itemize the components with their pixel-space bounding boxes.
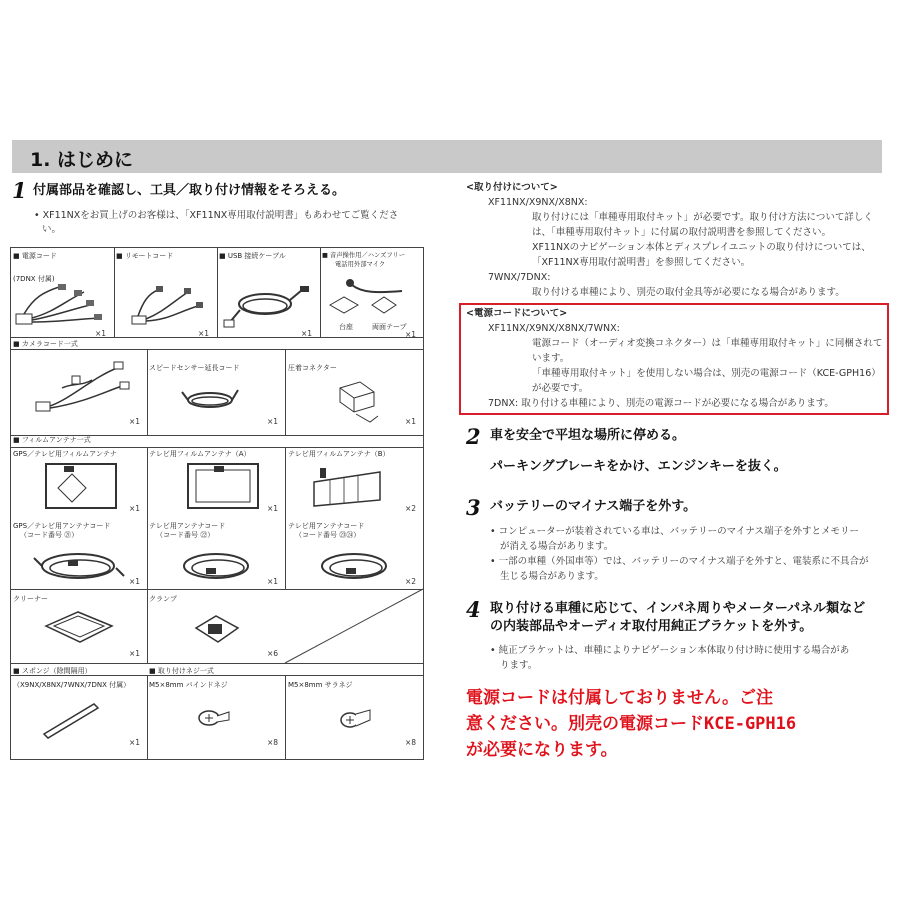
cleaner-illustration: [40, 608, 120, 648]
clamp-qty: ×6: [267, 649, 279, 658]
power-line-4: が必要です。: [532, 383, 589, 394]
part-power-cord-qty: ×1: [95, 329, 107, 338]
power-line-5: 7DNX: 取り付ける車種により、別売の電源コードが必要になる場合があります。: [488, 398, 834, 409]
part-mic-base-label: 台座: [339, 323, 353, 331]
part-crimp-connector-label: 圧着コネクター: [288, 364, 337, 372]
install-model-1: XF11NX/X9NX/X8NX:: [488, 197, 588, 208]
power-line-1: 電源コード（オーディオ変換コネクター）は「車種専用取付キット」に同梱されて: [532, 338, 883, 349]
part-remote-cord-label: ■ リモートコード: [116, 252, 174, 260]
step-4-line-1: 取り付ける車種に応じて、インパネ周りやメーターパネル類など: [490, 601, 866, 616]
power-model-1: XF11NX/X9NX/X8NX/7WNX:: [488, 323, 620, 334]
gps-film-antenna-qty: ×1: [129, 504, 141, 513]
screw-set-header: ■ 取り付けネジ一式: [149, 667, 214, 675]
install-line-4: 「XF11NX専用取付説明書」を参照してください。: [532, 257, 751, 268]
step-3-bullet-1b: が消える場合があります。: [500, 541, 614, 552]
part-sponge-label: （X9NX/X8NX/7WNX/7DNX 付属）: [13, 681, 131, 689]
step-3-bullet-2a: • 一部の車種（外国車等）では、バッテリーのマイナス端子を外すと、電装系に不具合が: [490, 556, 869, 567]
install-line-2: は、「車種専用取付キット」に付属の取付説明書を参照してください。: [532, 227, 832, 238]
part-gps-film-antenna-label: GPS／テレビ用フィルムアンテナ: [13, 450, 117, 458]
step-3-bullet-2b: 生じる場合があります。: [500, 571, 604, 582]
sponge-header: ■ スポンジ（除間隔用）: [13, 667, 92, 675]
install-heading: <取り付けについて>: [466, 182, 558, 193]
sponge-qty: ×1: [129, 738, 141, 747]
step-1-note-line2: い。: [42, 224, 62, 235]
part-bind-screw-label: M5×8mm バインドネジ: [149, 681, 228, 689]
usb-cable-illustration: [220, 282, 313, 342]
crimp-connector-qty: ×1: [405, 417, 417, 426]
flat-screw-qty: ×8: [405, 738, 417, 747]
part-cleaner-label: クリーナー: [13, 595, 48, 603]
power-heading: <電源コードについて>: [466, 308, 568, 319]
tv-film-antenna-a-illustration: [184, 462, 264, 512]
part-tv-film-antenna-a-label: テレビ用フィルムアンテナ（A）: [149, 450, 251, 458]
camera-set-header: ■ カメラコード一式: [13, 340, 78, 348]
step-2-line-1: 車を安全で平坦な場所に停める。: [490, 428, 686, 443]
part-tv-antenna-cord-label: テレビ用アンテナコード: [149, 522, 226, 530]
install-model-2: 7WNX/7DNX:: [488, 272, 551, 283]
tv-film-antenna-b-illustration: [310, 462, 390, 512]
step-2-number: 2: [466, 424, 481, 449]
step-1-note-line1: • XF11NXをお買上げのお客様は、「XF11NX専用取付説明書」もあわせてご覧くださ: [34, 210, 399, 221]
part-usb-cable-label: ■ USB 接続ケーブル: [219, 252, 286, 260]
step-4-line-2: の内装部品やオーディオ取付用純正ブラケットを外す。: [490, 619, 813, 634]
part-mic-label-2: 電話用外部マイク: [335, 261, 386, 268]
step-4-bullet-1a: • 純正ブラケットは、車種によりナビゲーション本体取り付け時に使用する場合があ: [490, 645, 850, 656]
part-flat-screw-label: M5×8mm サラネジ: [288, 681, 353, 689]
step-3-title: バッテリーのマイナス端子を外す。: [490, 499, 697, 514]
part-tv-antenna-cord-b-label: テレビ用アンテナコード: [288, 522, 365, 530]
notice-line-3: が必要になります。: [466, 740, 618, 760]
section-title: 1. はじめに: [30, 149, 134, 171]
step-1-title: 付属部品を確認し、工具／取り付け情報をそろえる。: [33, 183, 346, 198]
gps-antenna-cord-qty: ×1: [129, 577, 141, 586]
step-4-bullet-1b: ります。: [500, 660, 538, 671]
step-1-number: 1: [12, 178, 27, 203]
flat-screw-illustration: [338, 700, 378, 740]
tv-film-antenna-a-qty: ×1: [267, 504, 279, 513]
step-3-number: 3: [466, 495, 481, 520]
tv-antenna-cord-b-qty: ×2: [405, 577, 417, 586]
power-cord-illustration: [14, 282, 107, 342]
part-clamp-label: クランプ: [149, 595, 177, 603]
tv-film-antenna-b-qty: ×2: [405, 504, 417, 513]
film-antenna-set-header: ■ フィルムアンテナ一式: [13, 436, 91, 444]
part-mic-qty: ×1: [405, 330, 417, 339]
notice-line-1: 電源コードは付属しておりません。ご注: [466, 688, 774, 708]
tv-antenna-cord-illustration: [170, 542, 270, 592]
part-power-cord-label: ■ 電源コード: [13, 252, 57, 260]
crimp-connector-illustration: [330, 378, 390, 428]
part-mic-tape-label: 両面テープ: [372, 323, 407, 331]
speed-sensor-qty: ×1: [267, 417, 279, 426]
camera-cord-illustration: [22, 358, 132, 418]
part-power-cord-sub: (7DNX 付属): [13, 275, 55, 283]
part-gps-antenna-cord-sub: （コード番号 ㉑）: [20, 531, 79, 539]
notice-line-2: 意ください。別売の電源コードKCE-GPH16: [466, 714, 797, 734]
bind-screw-illustration: [195, 700, 235, 740]
tv-antenna-cord-qty: ×1: [267, 577, 279, 586]
part-tv-film-antenna-b-label: テレビ用フィルムアンテナ（B）: [288, 450, 390, 458]
clamp-illustration: [190, 610, 250, 650]
bind-screw-qty: ×8: [267, 738, 279, 747]
speed-sensor-illustration: [178, 380, 258, 420]
part-usb-cable-qty: ×1: [301, 329, 313, 338]
part-speed-sensor-label: スピードセンサー延長コード: [149, 364, 240, 372]
part-mic-label-1: ■ 音声操作用／ハンズフリー: [322, 252, 406, 259]
sponge-illustration: [40, 700, 110, 740]
install-line-3: XF11NXのナビゲーション本体とディスプレイユニットの取り付けについては、: [532, 242, 871, 253]
install-line-5: 取り付ける車種により、別売の取付金具等が必要になる場合があります。: [532, 287, 845, 298]
section-header-bar: [12, 140, 882, 173]
step-3-bullet-1a: • コンピューターが装着されている車は、バッテリーのマイナス端子を外すとメモリー: [490, 526, 860, 537]
remote-cord-illustration: [118, 282, 208, 342]
gps-antenna-cord-illustration: [30, 542, 130, 592]
tv-antenna-cord-b-illustration: [308, 542, 408, 592]
part-tv-antenna-cord-sub: （コード番号 ㉒）: [156, 531, 215, 539]
power-line-3: 「車種専用取付キット」を使用しない場合は、別売の電源コード（KCE-GPH16）: [532, 368, 881, 379]
part-remote-cord-qty: ×1: [198, 329, 210, 338]
cleaner-qty: ×1: [129, 649, 141, 658]
part-tv-antenna-cord-b-sub: （コード番号 ㉓㉔）: [295, 531, 361, 539]
microphone-illustration: [322, 275, 412, 315]
power-line-2: います。: [532, 353, 570, 364]
step-2-line-2: パーキングブレーキをかけ、エンジンキーを抜く。: [490, 459, 787, 474]
part-gps-antenna-cord-label: GPS／テレビ用アンテナコード: [13, 522, 111, 530]
camera-cord-qty: ×1: [129, 417, 141, 426]
gps-film-antenna-illustration: [42, 462, 122, 512]
step-4-number: 4: [466, 597, 481, 622]
install-line-1: 取り付けには「車種専用取付キット」が必要です。取り付け方法について詳しく: [532, 212, 873, 223]
